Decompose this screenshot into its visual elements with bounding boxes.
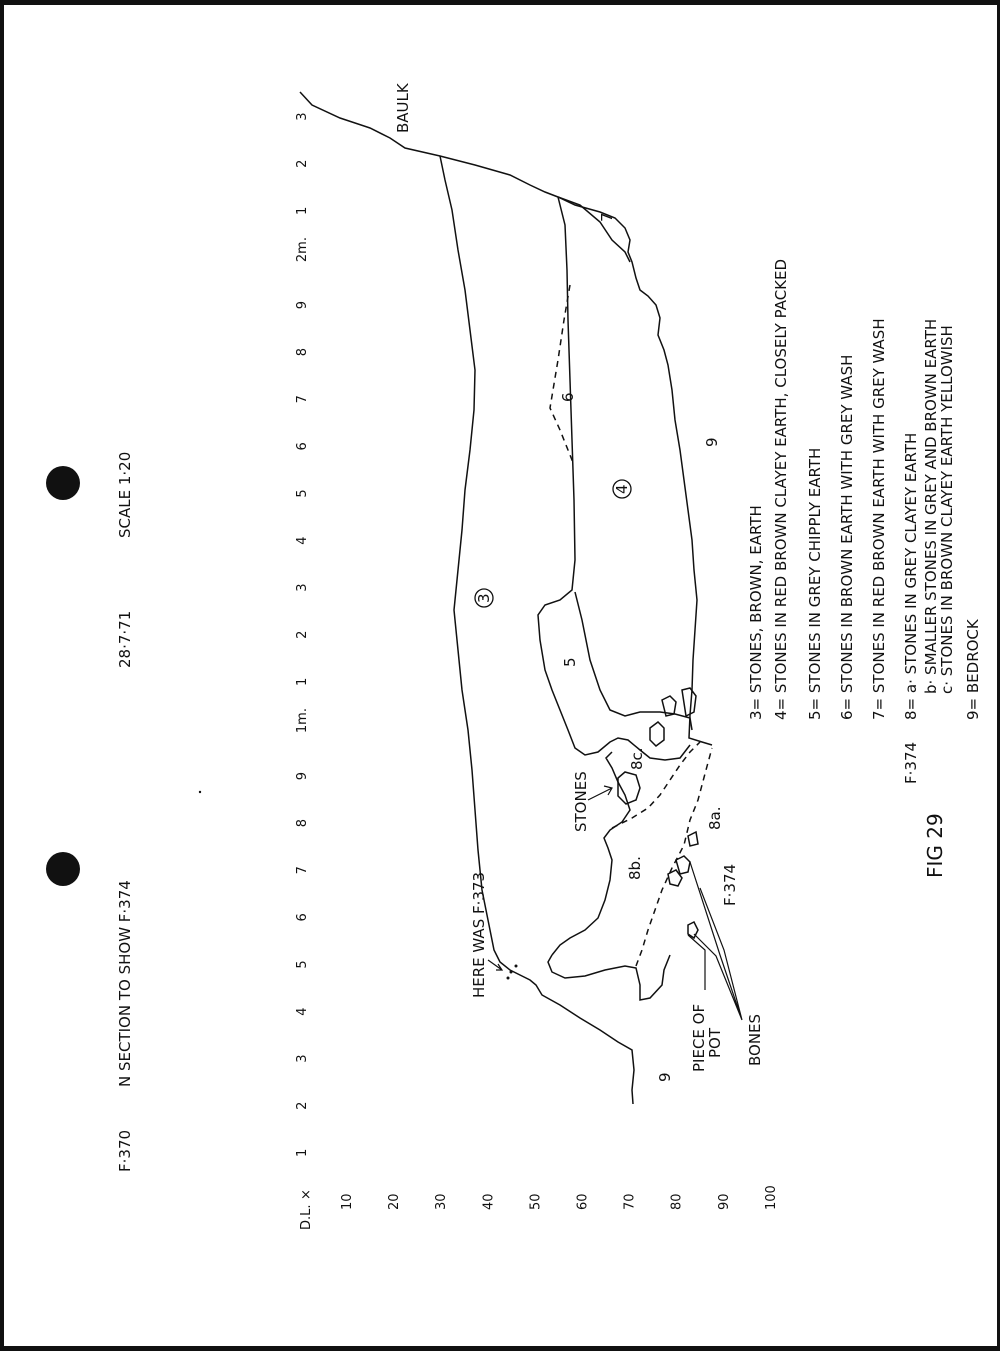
stone-shape xyxy=(676,856,690,874)
stone-shape xyxy=(650,722,664,746)
horizontal-axis-tick-label: 1m. xyxy=(295,708,310,734)
layer-8-dashed-boundary-2 xyxy=(636,748,712,966)
label-layer-3: 3 xyxy=(475,593,493,603)
horizontal-axis-tick-label: 1 xyxy=(295,1148,310,1157)
horizontal-axis-tick-label: 9 xyxy=(295,300,310,310)
label-baulk: BAULK xyxy=(394,83,412,133)
header-date: 28·7·71 xyxy=(116,610,134,668)
horizontal-axis-tick-label: 9 xyxy=(295,771,310,781)
depth-axis-tick-label: 100 xyxy=(763,1185,779,1210)
horizontal-axis-tick-label: 2 xyxy=(295,1101,310,1110)
horizontal-axis-tick-label: 6 xyxy=(295,913,310,922)
label-layer-8a: 8a. xyxy=(706,806,724,830)
horizontal-axis-tick-label: 3 xyxy=(295,112,310,121)
horizontal-axis-tick-label: 1 xyxy=(295,206,310,215)
axis-start-label: D.L. xyxy=(299,1204,314,1230)
horizontal-axis-tick-label: 3 xyxy=(295,1054,310,1063)
depth-axis-tick-label: 40 xyxy=(481,1193,497,1210)
soil-dot xyxy=(515,965,518,968)
ground-surface-line xyxy=(300,92,712,745)
legend-item-8b: b· SMALLER STONES IN GREY AND BROWN EARTH xyxy=(922,318,940,694)
depth-axis-ticks xyxy=(340,1185,779,1210)
header-scale: SCALE 1·20 xyxy=(116,451,134,538)
label-layer-8b: 8b. xyxy=(626,856,644,880)
layer-8-dashed-boundary-1 xyxy=(612,742,700,828)
soil-dot xyxy=(510,971,513,974)
legend-item-9: 9= BEDROCK xyxy=(964,619,982,720)
figure-label: FIG 29 xyxy=(923,813,947,878)
horizontal-axis-tick-label: 1 xyxy=(295,677,310,686)
layer-8-lower-boundary xyxy=(548,955,670,1000)
depth-axis-tick-label: 70 xyxy=(622,1193,638,1210)
label-layer-8c: 8c. xyxy=(628,747,646,770)
depth-axis-tick-label: 90 xyxy=(716,1193,732,1210)
label-piece-of-pot-1: PIECE OF xyxy=(690,1003,708,1072)
stone-shape xyxy=(688,832,698,846)
horizontal-axis-tick-label: 7 xyxy=(295,866,310,875)
header-title: N SECTION TO SHOW F·374 xyxy=(116,880,134,1087)
label-layer-9-right: 9 xyxy=(703,437,721,447)
stones-arrow xyxy=(588,786,612,800)
label-layer-5: 5 xyxy=(561,657,579,667)
legend-item-5: 5= STONES IN GREY CHIPPLY EARTH xyxy=(806,447,824,720)
legend-item-8c: c· STONES IN BROWN CLAYEY EARTH YELLOWISH xyxy=(938,325,956,694)
label-layer-9-left: 9 xyxy=(656,1072,674,1082)
horizontal-axis-tick-label: 7 xyxy=(295,395,310,404)
label-stones: STONES xyxy=(572,771,590,832)
label-piece-of-pot-2: POT xyxy=(706,1027,724,1058)
layer-3-4-boundary xyxy=(538,197,690,760)
depth-axis-tick-label: 50 xyxy=(528,1193,544,1210)
horizontal-axis-tick-label: 8 xyxy=(295,819,310,828)
depth-axis-tick-label: 60 xyxy=(575,1193,591,1210)
depth-axis-tick-label: 20 xyxy=(387,1193,403,1210)
label-layer-6: 6 xyxy=(559,392,577,402)
legend-feature-label: F·374 xyxy=(902,741,920,784)
label-bones: BONES xyxy=(746,1013,764,1066)
label-layer-7: 7 xyxy=(598,212,616,222)
horizontal-axis-ticks xyxy=(295,113,310,1157)
horizontal-axis-tick-label: 5 xyxy=(295,489,310,498)
soil-dot xyxy=(507,977,510,980)
horizontal-axis-tick-label: 2 xyxy=(295,630,310,639)
horizontal-axis-tick-label: 5 xyxy=(295,960,310,969)
depth-axis-tick-label: 80 xyxy=(669,1193,685,1210)
layer-7-boundary xyxy=(558,197,630,262)
legend-item-4: 4= STONES IN RED BROWN CLAYEY EARTH, CLOSELY PACKED xyxy=(772,258,790,720)
depth-axis-tick-label: 10 xyxy=(340,1193,355,1210)
axis-start-marker: × xyxy=(299,1189,314,1200)
horizontal-axis-tick-label: 2m. xyxy=(295,237,310,263)
horizontal-axis-tick-label: 3 xyxy=(295,583,310,592)
horizontal-axis-tick-label: 8 xyxy=(295,348,310,357)
horizontal-axis-tick-label: 4 xyxy=(295,536,310,545)
speck xyxy=(199,791,201,793)
horizontal-axis-tick-label: 4 xyxy=(295,1007,310,1016)
horizontal-axis-tick-label: 6 xyxy=(295,442,310,451)
label-here-was: HERE WAS F·373 xyxy=(470,871,488,998)
label-layer-4: 4 xyxy=(613,484,631,494)
legend-item-3: 3= STONES, BROWN, EARTH xyxy=(747,505,765,720)
legend-item-8a: 8= a· STONES IN GREY CLAYEY EARTH xyxy=(902,432,920,720)
legend-item-7: 7= STONES IN RED BROWN EARTH WITH GREY WASH xyxy=(870,318,888,720)
header-feature: F·370 xyxy=(116,1129,134,1172)
depth-axis-tick-label: 30 xyxy=(434,1193,450,1210)
stone-shape xyxy=(682,688,696,716)
label-f374: F·374 xyxy=(721,863,739,906)
legend-item-6: 6= STONES IN BROWN EARTH WITH GREY WASH xyxy=(838,354,856,720)
horizontal-axis-tick-label: 2 xyxy=(295,159,310,168)
